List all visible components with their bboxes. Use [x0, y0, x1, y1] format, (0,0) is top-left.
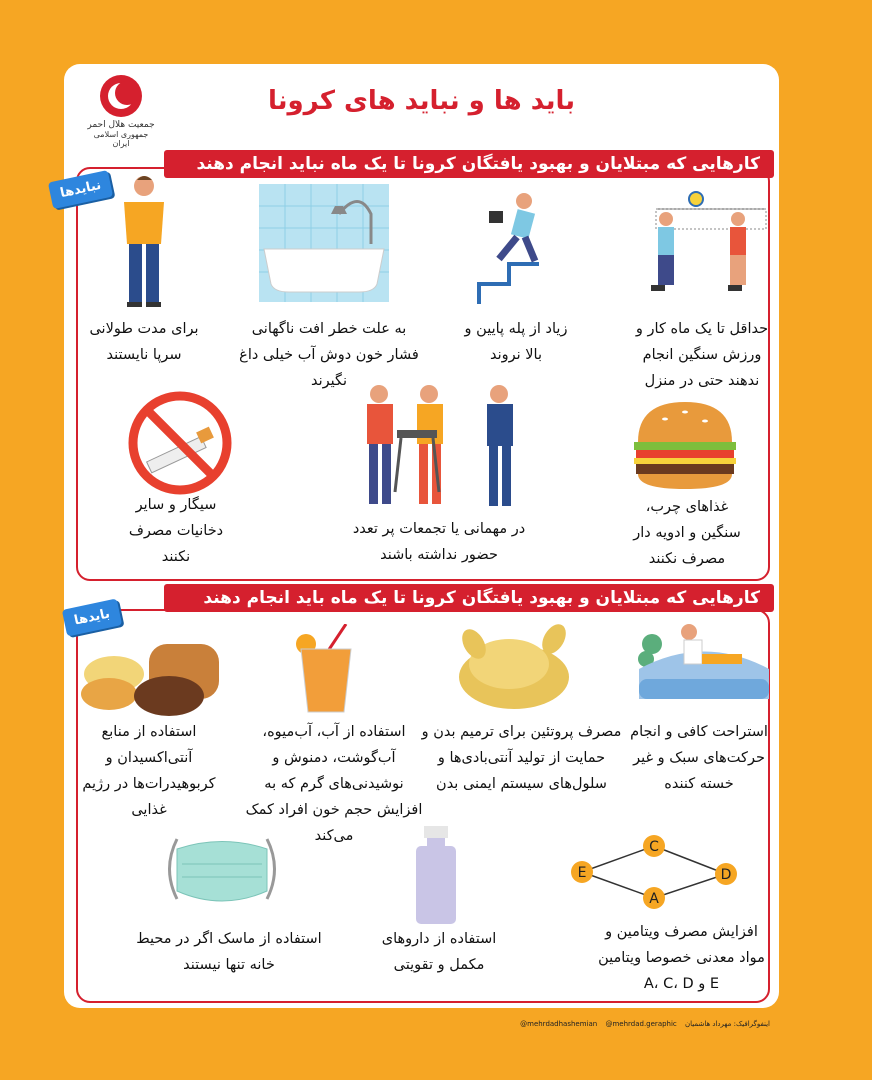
- vitamin-e-label: E: [577, 865, 587, 881]
- bread-icon: [79, 634, 224, 719]
- footer-credits: [300, 1020, 770, 1028]
- vitamin-a-label: A: [649, 891, 659, 907]
- dont-banner: کارهایی که مبتلایان و بهبود یافتگان کرونا تا یک ماه نباید انجام دهند: [164, 150, 774, 178]
- vitamin-c-label: C: [649, 839, 659, 855]
- barbecue-party-icon: [349, 382, 529, 512]
- do-caption-6: استفاده از داروهای مکمل و تقویتی: [381, 931, 497, 973]
- bathtub-shower-icon: [259, 184, 389, 302]
- logo-line-2: جمهوری اسلامی ایران: [93, 130, 149, 148]
- designer-credit: اینفوگرافیک: مهرداد هاشمیان: [685, 1020, 770, 1028]
- standing-man-icon: [109, 174, 179, 309]
- dont-caption-7: سیگار و سایر دخانیات مصرف نکنند: [128, 497, 224, 565]
- telegram-handle: @mehrdadhashemian: [520, 1020, 598, 1028]
- burger-icon: [630, 397, 740, 492]
- dont-caption-1: حداقل تا یک ماه کار و ورزش سنگین انجام ندهند حتی در منزل: [635, 321, 769, 389]
- roast-chicken-icon: [454, 619, 574, 714]
- page-title: باید ها و نباید های کرونا: [267, 86, 576, 116]
- do-tag: بایدها: [62, 598, 122, 636]
- do-caption-2: مصرف پروتئین برای ترمیم بدن و حمایت از تولید آنتی‌بادی‌ها و سلول‌های سیستم ایمنی بدن: [421, 724, 622, 792]
- do-caption-7: استفاده از ماسک اگر در محیط خانه تنها نیستند: [136, 931, 322, 973]
- dont-caption-6: در مهمانی یا تجمعات پر تعدد حضور نداشته باشند: [352, 521, 526, 563]
- do-caption-1: استراحت کافی و انجام حرکت‌های سبک و غیر خسته کننده: [630, 724, 768, 792]
- do-caption-5: افزایش مصرف ویتامین و مواد معدنی خصوصا ویتامین E و A، C، D: [598, 924, 765, 992]
- instagram-handle: @mehrdad.geraphic: [605, 1020, 677, 1028]
- man-running-stairs-icon: [469, 189, 569, 309]
- infographic-card: [58, 64, 779, 1008]
- man-resting-couch-icon: [634, 614, 774, 704]
- do-caption-4: استفاده از منابع آنتی‌اکسیدان و کربوهیدرات‌ها در رژیم غذایی: [82, 724, 216, 818]
- vitamin-diagram-icon: [564, 834, 744, 914]
- logo-line-1: جمعیت هلال احمر: [87, 120, 155, 130]
- dont-caption-5: غذاهای چرب، سنگین و ادویه دار مصرف نکنند: [633, 499, 741, 567]
- juice-glass-icon: [296, 624, 356, 714]
- dont-caption-3: به علت خطر افت ناگهانی فشار خون دوش آب خیلی داغ نگیرند: [239, 321, 419, 389]
- vitamin-d-label: D: [720, 867, 732, 883]
- no-smoking-icon: [126, 389, 234, 497]
- volleyball-players-icon: [646, 189, 771, 309]
- medicine-bottle-icon: [414, 826, 458, 926]
- dont-caption-4: برای مدت طولانی سرپا نایستند: [89, 321, 199, 363]
- do-caption-3: استفاده از آب، آب‌میوه، آب‌گوشت، دمنوش و نوشیدنی‌های گرم که به افزایش حجم خون افراد کمک می‌کند: [245, 724, 423, 844]
- face-mask-icon: [162, 829, 282, 919]
- dont-tag: نبایدها: [48, 170, 114, 209]
- do-banner: کارهایی که مبتلایان و بهبود یافتگان کرونا تا یک ماه باید انجام دهند: [164, 584, 774, 612]
- dont-caption-2: زیاد از پله پایین و بالا نروند: [464, 321, 568, 363]
